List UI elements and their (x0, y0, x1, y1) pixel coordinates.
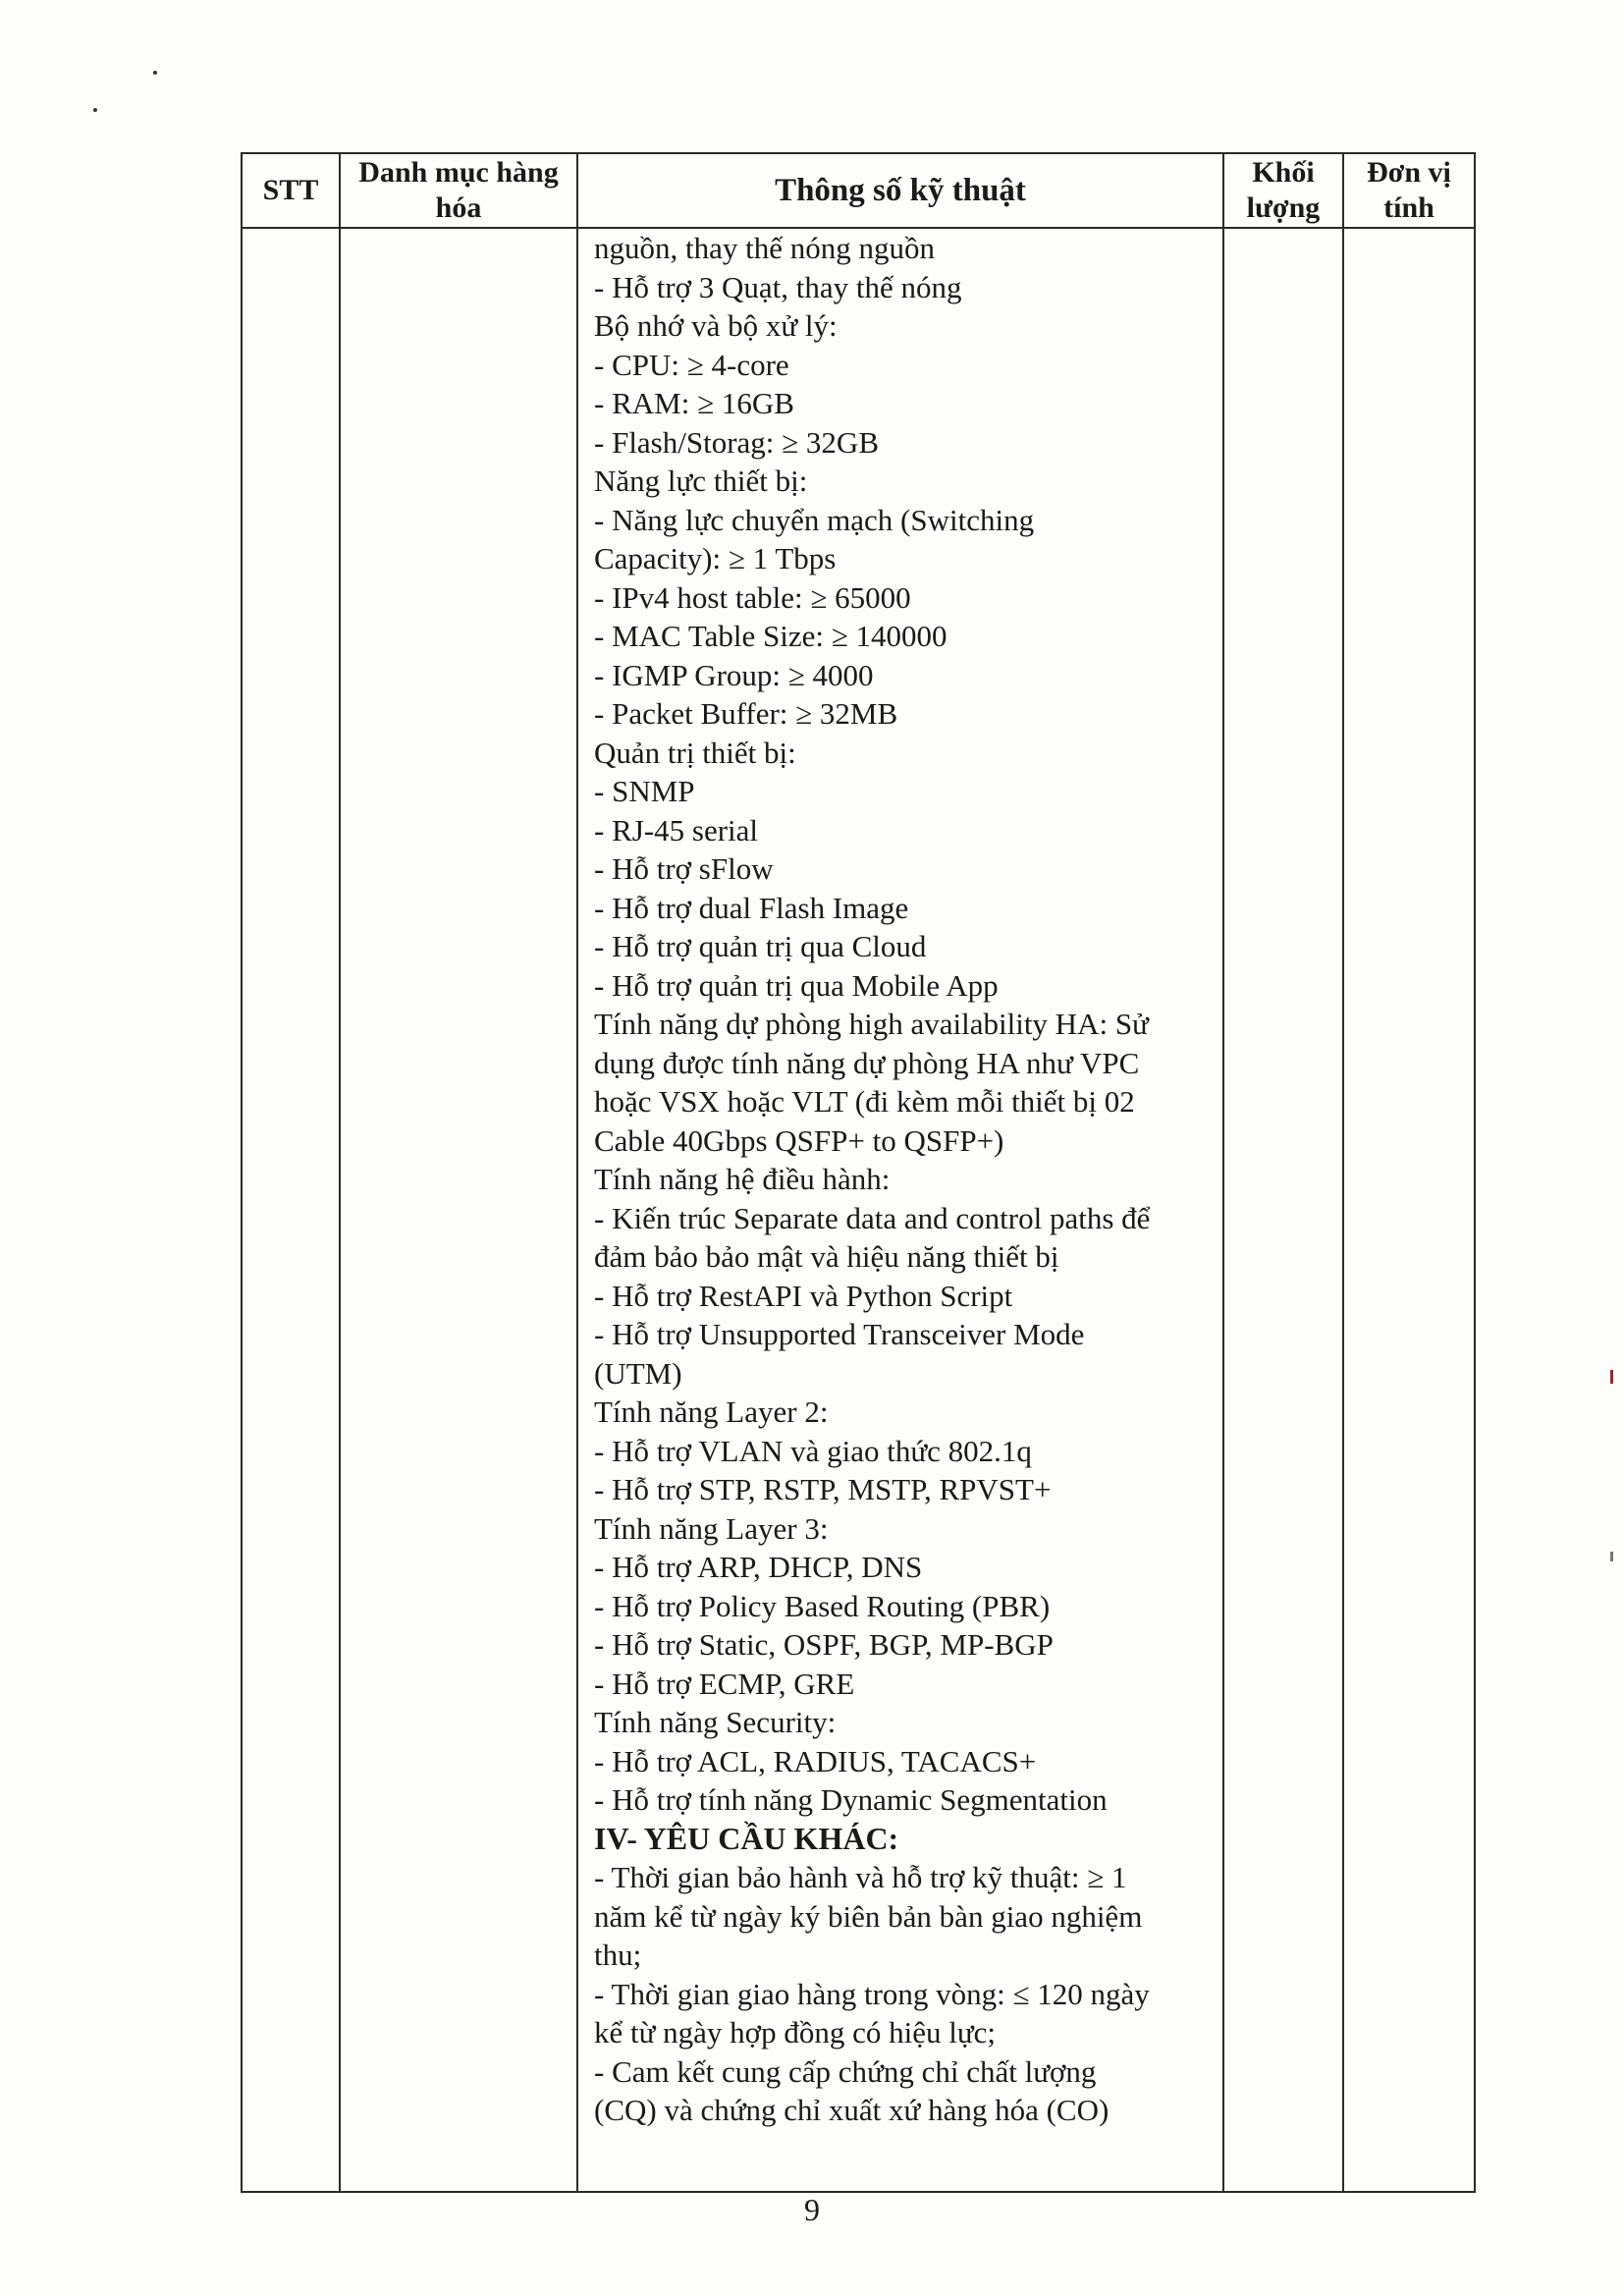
spec-line: - Cam kết cung cấp chứng chỉ chất lượng (594, 2053, 1097, 2089)
spec-line: thu; (594, 1938, 642, 1972)
table-row (242, 228, 1475, 2192)
spec-line: Cable 40Gbps QSFP+ to QSFP+) (594, 1122, 1004, 1158)
spec-line: Tính năng hệ điều hành: (594, 1162, 891, 1196)
spec-line: Tính năng dự phòng high availability HA: Sử (594, 1007, 1149, 1041)
spec-line: đảm bảo bảo mật và hiệu năng thiết bị (594, 1239, 1059, 1274)
scan-edge-mark (1610, 1552, 1613, 1561)
header-unit: Đơn vị tính (1343, 153, 1475, 228)
spec-line: - IGMP Group: ≥ 4000 (594, 657, 874, 692)
cell-quantity (1223, 228, 1343, 2192)
header-stt: STT (242, 153, 340, 228)
spec-line: Quản trị thiết bị: (594, 735, 796, 770)
header-quantity: Khối lượng (1223, 153, 1343, 228)
spec-line: nguồn, thay thế nóng nguồn (594, 231, 935, 265)
spec-line: - Flash/Storag: ≥ 32GB (594, 424, 879, 460)
spec-line: - Hỗ trợ ARP, DHCP, DNS (594, 1550, 923, 1584)
spec-table (241, 152, 1476, 2193)
page-number: 9 (804, 2192, 820, 2227)
spec-line: Năng lực thiết bị: (594, 464, 808, 498)
spec-line: - IPv4 host table: ≥ 65000 (594, 579, 911, 615)
cell-specs (577, 228, 1223, 2192)
spec-line: - Hỗ trợ Policy Based Routing (PBR) (594, 1588, 1051, 1623)
spec-line: - Hỗ trợ ACL, RADIUS, TACACS+ (594, 1743, 1037, 1778)
spec-line: - Hỗ trợ RestAPI và Python Script (594, 1278, 1013, 1313)
spec-line: - Hỗ trợ Unsupported Transceiver Mode (594, 1317, 1085, 1351)
spec-line: năm kể từ ngày ký biên bản bàn giao nghiệm (594, 1898, 1143, 1934)
spec-line: Tính năng Layer 2: (594, 1394, 829, 1429)
header-category: Danh mục hàng hóa (340, 153, 577, 228)
spec-line: Tính năng Layer 3: (594, 1510, 829, 1546)
spec-line: - RAM: ≥ 16GB (594, 386, 794, 420)
spec-line: - Năng lực chuyển mạch (Switching (594, 502, 1035, 537)
cell-unit (1343, 228, 1475, 2192)
spec-line: (CQ) và chứng chỉ xuất xứ hàng hóa (CO) (594, 2093, 1110, 2127)
spec-line: dụng được tính năng dự phòng HA như VPC (594, 1045, 1140, 1080)
scan-edge-mark (1610, 1370, 1613, 1384)
spec-line: - Hỗ trợ quản trị qua Cloud (594, 929, 927, 963)
spec-line: Tính năng Security: (594, 1705, 837, 1739)
spec-line: - Kiến trúc Separate data and control paths để (594, 1200, 1151, 1235)
scan-speck (93, 108, 97, 112)
spec-line: - CPU: ≥ 4-core (594, 347, 789, 382)
spec-line: kể từ ngày hợp đồng có hiệu lực; (594, 2015, 996, 2050)
spec-list (578, 229, 1222, 2130)
spec-line: Capacity): ≥ 1 Tbps (594, 541, 837, 575)
spec-line: (UTM) (594, 1355, 682, 1391)
spec-line: - Hỗ trợ VLAN và giao thức 802.1q (594, 1433, 1032, 1468)
spec-line: - RJ-45 serial (594, 812, 759, 847)
spec-line: - Packet Buffer: ≥ 32MB (594, 696, 898, 731)
spec-line: - Hỗ trợ 3 Quạt, thay thế nóng (594, 269, 962, 304)
spec-line: - SNMP (594, 774, 695, 808)
cell-stt (242, 228, 340, 2192)
spec-line: - Hỗ trợ sFlow (594, 851, 774, 886)
scan-speck (153, 71, 157, 75)
spec-line: - Thời gian giao hàng trong vòng: ≤ 120 ngày (594, 1976, 1150, 2011)
spec-line: hoặc VSX hoặc VLT (đi kèm mỗi thiết bị 02 (594, 1084, 1135, 1119)
cell-category (340, 228, 577, 2192)
spec-line: - Hỗ trợ dual Flash Image (594, 890, 909, 925)
spec-line: - MAC Table Size: ≥ 140000 (594, 619, 947, 653)
spec-line: - Hỗ trợ tính năng Dynamic Segmentation (594, 1782, 1108, 1817)
spec-line: - Hỗ trợ ECMP, GRE (594, 1666, 855, 1701)
spec-line: - Hỗ trợ quản trị qua Mobile App (594, 967, 999, 1003)
section-heading: IV- YÊU CẦU KHÁC: (594, 1820, 899, 1856)
header-specs: Thông số kỹ thuật (577, 153, 1223, 228)
spec-line: - Hỗ trợ STP, RSTP, MSTP, RPVST+ (594, 1472, 1052, 1506)
spec-line: - Hỗ trợ Static, OSPF, BGP, MP-BGP (594, 1627, 1054, 1662)
spec-line: - Thời gian bảo hành và hỗ trợ kỹ thuật: ≥ 1 (594, 1860, 1127, 1894)
spec-line: Bộ nhớ và bộ xử lý: (594, 308, 838, 343)
table-header-row (242, 153, 1475, 228)
